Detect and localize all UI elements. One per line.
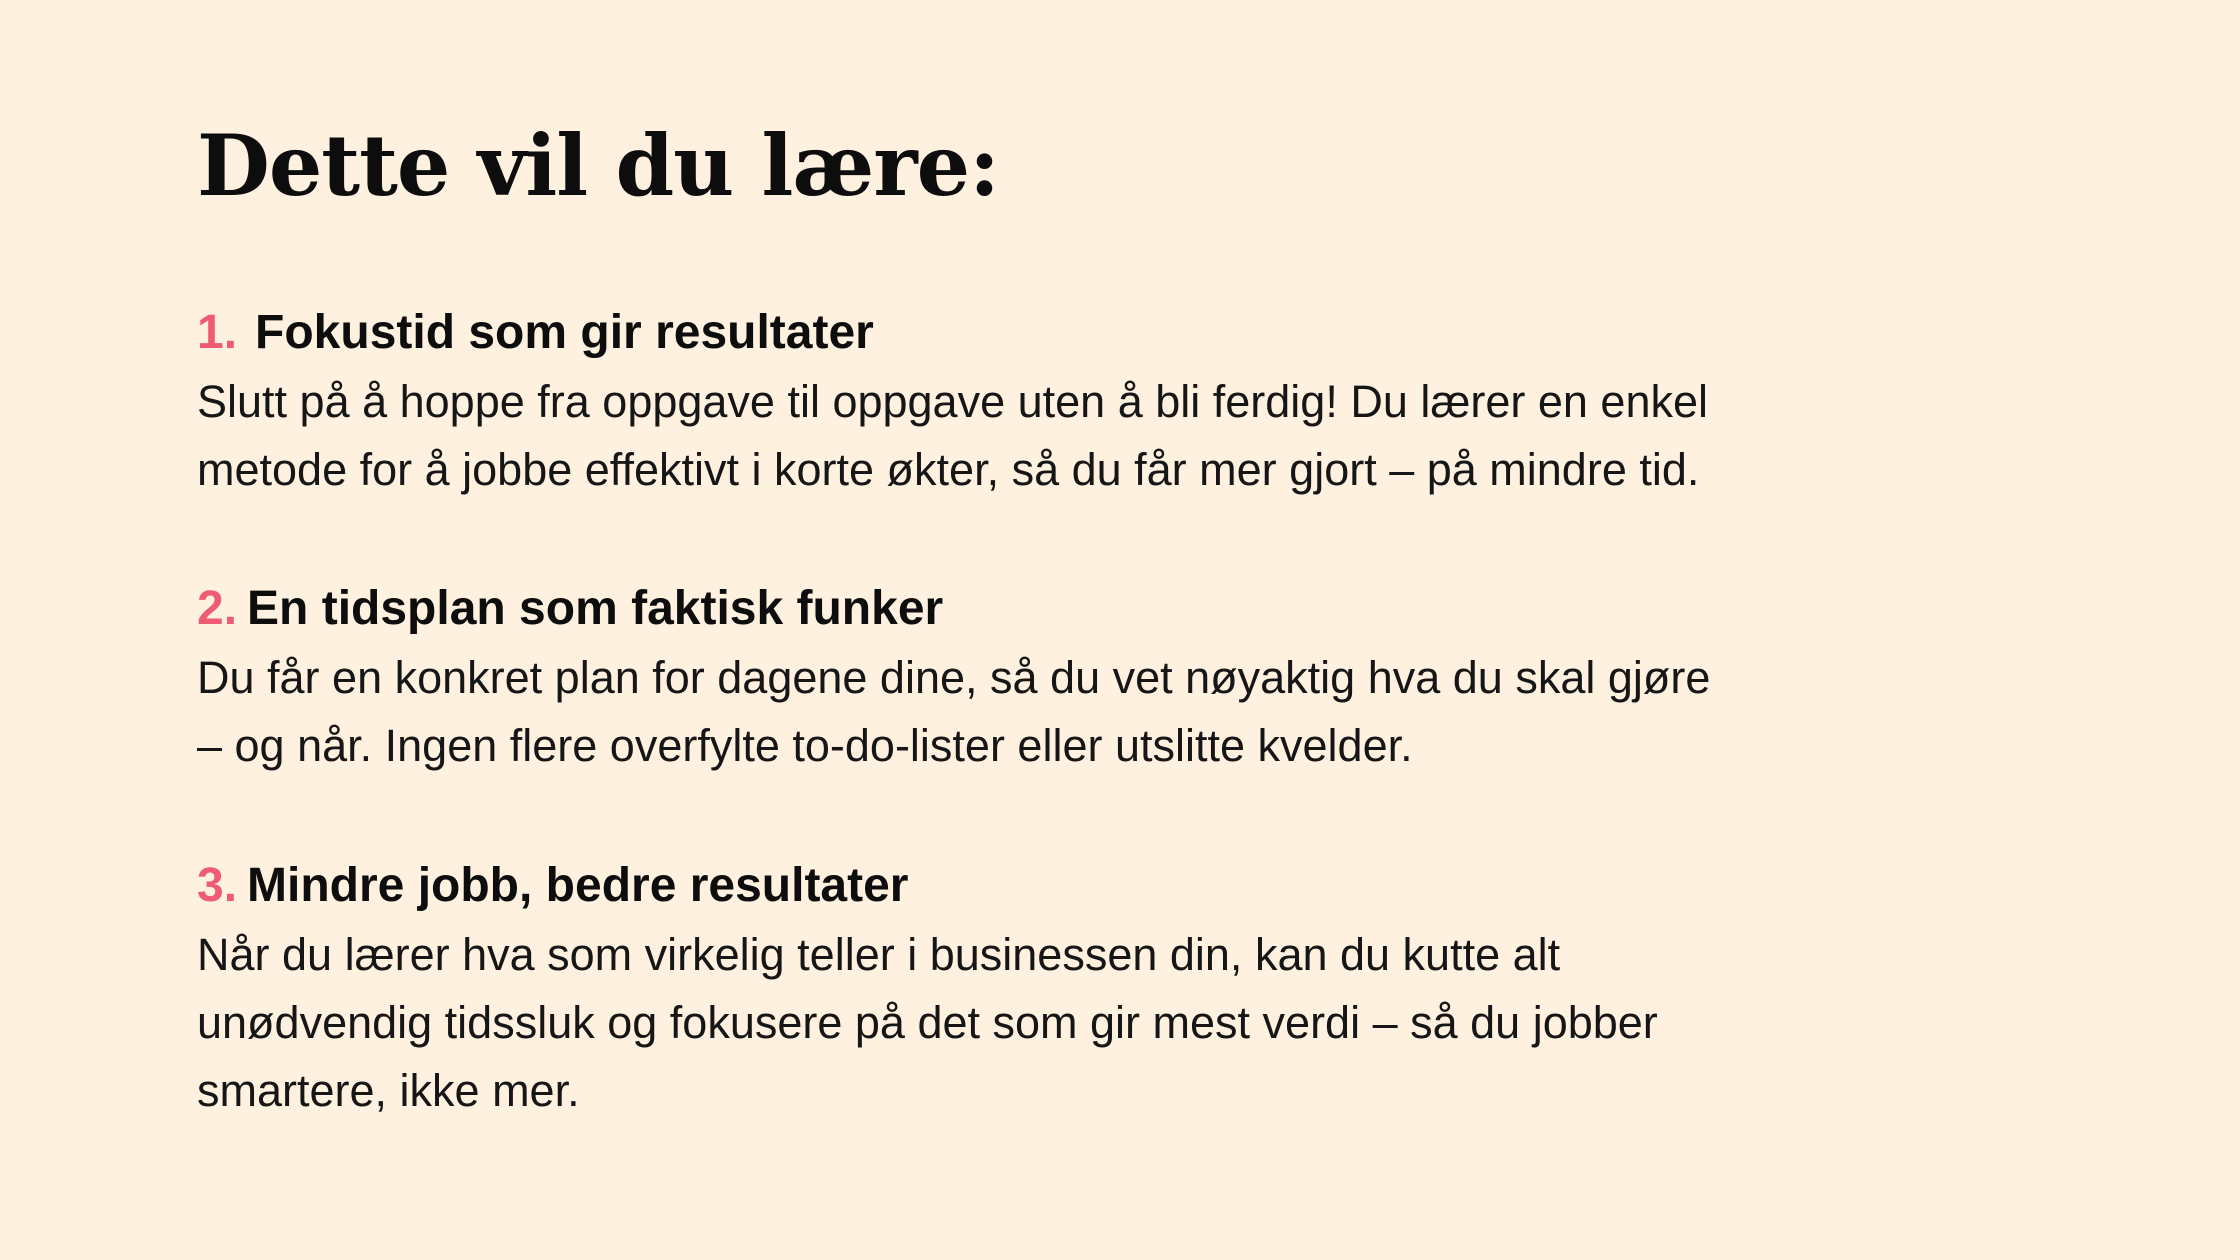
description-line: Du får en konkret plan for dagene dine, så du vet nøyaktig hva du skal gjøre <box>197 652 1711 703</box>
item-description <box>197 921 1997 1125</box>
item-heading <box>197 574 2097 644</box>
item-heading <box>197 298 2097 368</box>
item-heading <box>197 851 2097 921</box>
description-line: Når du lærer hva som virkelig teller i businessen din, kan du kutte alt <box>197 929 1561 980</box>
list-item <box>197 574 2097 780</box>
description-line: metode for å jobbe effektivt i korte økter, så du får mer gjort – på mindre tid. <box>197 444 1700 495</box>
item-description <box>197 368 1997 504</box>
item-title: Mindre jobb, bedre resultater <box>247 859 909 912</box>
page-title: Dette vil du lære: <box>197 116 1000 215</box>
list-item <box>197 851 2097 1125</box>
item-number: 3. <box>197 859 238 912</box>
description-line: smartere, ikke mer. <box>197 1065 580 1116</box>
description-line: unødvendig tidssluk og fokusere på det som gir mest verdi – så du jobber <box>197 997 1658 1048</box>
item-number: 1. <box>197 306 238 359</box>
item-description <box>197 644 1997 780</box>
description-line: – og når. Ingen flere overfylte to-do-lister eller utslitte kvelder. <box>197 720 1413 771</box>
item-title: Fokustid som gir resultater <box>255 306 874 359</box>
item-number: 2. <box>197 582 238 635</box>
slide <box>197 0 2097 1260</box>
list-item <box>197 298 2097 504</box>
description-line: Slutt på å hoppe fra oppgave til oppgave uten å bli ferdig! Du lærer en enkel <box>197 376 1708 427</box>
item-title: En tidsplan som faktisk funker <box>247 582 944 635</box>
